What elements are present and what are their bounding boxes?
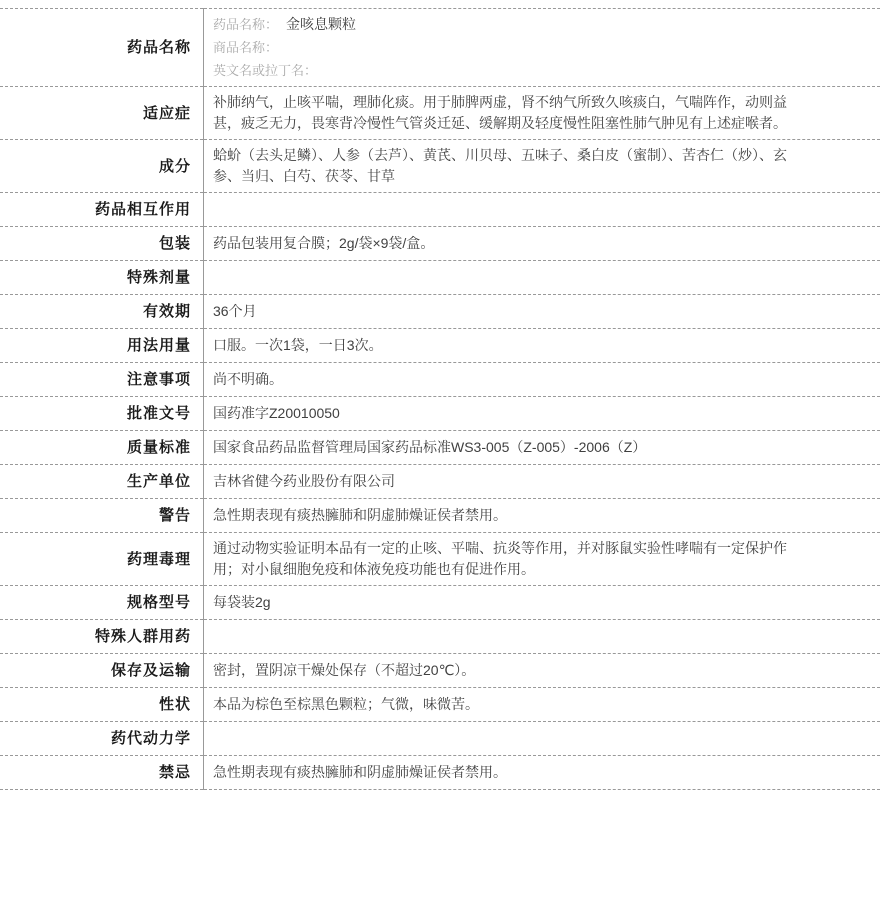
row-description	[0, 688, 880, 722]
row-special-populations-label: 特殊人群用药	[0, 620, 204, 654]
row-warning	[0, 499, 880, 533]
english-name-line	[213, 59, 790, 82]
row-pharmacokinetics-label: 药代动力学	[0, 722, 204, 756]
row-specification	[0, 586, 880, 620]
row-indications-label: 适应症	[0, 87, 204, 140]
row-contraindications-value: 急性期表现有痰热臃肺和阴虚肺燥证侯者禁用。	[204, 756, 880, 790]
row-storage-transport	[0, 654, 880, 688]
english-name-key: 英文名或拉丁名：	[213, 63, 318, 78]
row-packaging-label: 包装	[0, 227, 204, 261]
generic-name-line	[213, 13, 790, 36]
row-pharmacology-toxicology-value: 通过动物实验证明本品有一定的止咳、平喘、抗炎等作用，并对豚鼠实验性哮喘有一定保护作用；对小鼠细胞免疫和体液免疫功能也有促进作用。	[204, 533, 880, 586]
row-manufacturer-label: 生产单位	[0, 465, 204, 499]
row-shelf-life-label: 有效期	[0, 295, 204, 329]
row-packaging	[0, 227, 880, 261]
row-approval-number	[0, 397, 880, 431]
row-special-dosage-value	[204, 261, 880, 295]
row-quality-standard-label: 质量标准	[0, 431, 204, 465]
row-description-value: 本品为棕色至棕黑色颗粒；气微，味微苦。	[204, 688, 880, 722]
row-approval-number-value: 国药准字Z20010050	[204, 397, 880, 431]
row-special-populations-value	[204, 620, 880, 654]
row-drug-interactions-value	[204, 193, 880, 227]
row-dosage-usage-label: 用法用量	[0, 329, 204, 363]
row-ingredients	[0, 140, 880, 193]
row-pharmacology-toxicology	[0, 533, 880, 586]
trade-name-key: 商品名称：	[213, 40, 279, 55]
generic-name-key: 药品名称：	[213, 17, 279, 32]
row-approval-number-label: 批准文号	[0, 397, 204, 431]
row-description-label: 性状	[0, 688, 204, 722]
drug-info-table	[0, 8, 880, 790]
row-drug-name-value	[204, 9, 880, 87]
row-special-populations	[0, 620, 880, 654]
row-dosage-usage-value: 口服。一次1袋，一日3次。	[204, 329, 880, 363]
row-pharmacokinetics	[0, 722, 880, 756]
row-indications	[0, 87, 880, 140]
row-storage-transport-value: 密封，置阴凉干燥处保存（不超过20℃）。	[204, 654, 880, 688]
row-warning-label: 警告	[0, 499, 204, 533]
row-contraindications	[0, 756, 880, 790]
trade-name-line	[213, 36, 790, 59]
row-storage-transport-label: 保存及运输	[0, 654, 204, 688]
row-specification-value: 每袋装2g	[204, 586, 880, 620]
row-quality-standard	[0, 431, 880, 465]
row-precautions-label: 注意事项	[0, 363, 204, 397]
row-drug-name-label: 药品名称	[0, 9, 204, 87]
row-pharmacokinetics-value	[204, 722, 880, 756]
row-packaging-value: 药品包装用复合膜；2g/袋×9袋/盒。	[204, 227, 880, 261]
row-ingredients-value: 蛤蚧（去头足鳞）、人参（去芦）、黄芪、川贝母、五味子、桑白皮（蜜制）、苦杏仁（炒）、玄参、当归、白芍、茯苓、甘草	[204, 140, 880, 193]
row-drug-interactions-label: 药品相互作用	[0, 193, 204, 227]
row-shelf-life	[0, 295, 880, 329]
row-pharmacology-toxicology-label: 药理毒理	[0, 533, 204, 586]
row-ingredients-label: 成分	[0, 140, 204, 193]
row-specification-label: 规格型号	[0, 586, 204, 620]
row-quality-standard-value: 国家食品药品监督管理局国家药品标准WS3-005（Z-005）-2006（Z）	[204, 431, 880, 465]
row-precautions	[0, 363, 880, 397]
row-warning-value: 急性期表现有痰热臃肺和阴虚肺燥证侯者禁用。	[204, 499, 880, 533]
row-drug-interactions	[0, 193, 880, 227]
row-special-dosage	[0, 261, 880, 295]
row-special-dosage-label: 特殊剂量	[0, 261, 204, 295]
row-drug-name	[0, 9, 880, 87]
row-manufacturer	[0, 465, 880, 499]
row-dosage-usage	[0, 329, 880, 363]
row-contraindications-label: 禁忌	[0, 756, 204, 790]
row-indications-value: 补肺纳气，止咳平喘，理肺化痰。用于肺脾两虚，肾不纳气所致久咳痰白，气喘阵作，动则益甚，疲乏无力，畏寒背冷慢性气管炎迁延、缓解期及轻度慢性阻塞性肺气肿见有上述症喉者。	[204, 87, 880, 140]
row-manufacturer-value: 吉林省健今药业股份有限公司	[204, 465, 880, 499]
row-shelf-life-value: 36个月	[204, 295, 880, 329]
row-precautions-value: 尚不明确。	[204, 363, 880, 397]
generic-name-value: 金咳息颗粒	[286, 16, 357, 32]
